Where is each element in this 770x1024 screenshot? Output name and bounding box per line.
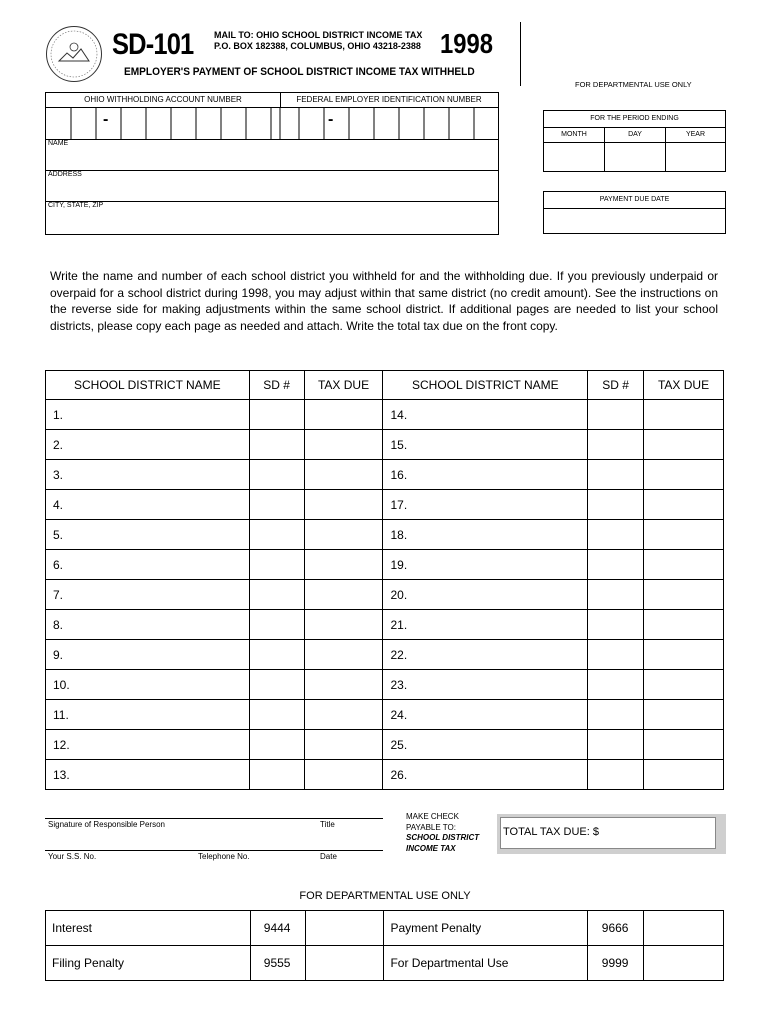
dept-row — [46, 911, 724, 946]
row-number: 5. — [53, 527, 64, 542]
sd-number-cell[interactable] — [249, 730, 304, 760]
form-number: SD-101 — [112, 28, 194, 61]
tax-due-cell[interactable] — [304, 430, 383, 460]
row-number: 26. — [390, 767, 408, 782]
sd-number-cell[interactable] — [588, 460, 644, 490]
row-number: 11. — [53, 707, 69, 722]
table-row — [46, 760, 724, 790]
table-row — [46, 400, 724, 430]
ohio-seal-icon — [46, 26, 102, 82]
tax-due-cell[interactable] — [644, 670, 724, 700]
row-number: 19. — [390, 557, 408, 572]
payment-penalty-label: Payment Penalty — [384, 911, 588, 946]
district-name-cell[interactable] — [383, 400, 588, 430]
sd-number-cell[interactable] — [588, 730, 644, 760]
sd-number-cell[interactable] — [588, 670, 644, 700]
district-name-cell[interactable] — [46, 460, 250, 490]
tax-due-cell[interactable] — [644, 460, 724, 490]
make-check-line2: PAYABLE TO: — [406, 822, 456, 832]
district-name-cell[interactable] — [383, 760, 588, 790]
for-dept-use-label: For Departmental Use — [384, 946, 588, 981]
sd-number-cell[interactable] — [249, 430, 304, 460]
row-number: 12. — [53, 737, 70, 752]
interest-code: 9444 — [250, 911, 305, 946]
tax-due-cell[interactable] — [644, 400, 724, 430]
sd-number-cell[interactable] — [588, 520, 644, 550]
table-row — [46, 580, 724, 610]
row-number: 22. — [390, 647, 408, 662]
mail-address — [214, 30, 422, 52]
tax-due-cell[interactable] — [644, 700, 724, 730]
tax-due-cell[interactable] — [304, 730, 383, 760]
for-dept-use-code: 9999 — [588, 946, 644, 981]
tax-due-cell[interactable] — [644, 730, 724, 760]
sd-number-cell[interactable] — [249, 580, 304, 610]
tax-due-cell[interactable] — [644, 640, 724, 670]
tax-due-cell[interactable] — [304, 490, 383, 520]
row-number: 1. — [53, 407, 64, 422]
sd-number-cell[interactable] — [588, 610, 644, 640]
tax-due-cell[interactable] — [304, 700, 383, 730]
district-name-cell[interactable] — [383, 430, 588, 460]
interest-amount[interactable] — [305, 911, 384, 946]
date-label: Date — [320, 852, 337, 861]
col-tax-due: TAX DUE — [304, 371, 383, 400]
ss-line — [45, 850, 383, 851]
tax-due-cell[interactable] — [304, 550, 383, 580]
col-district-name: SCHOOL DISTRICT NAME — [383, 371, 588, 400]
table-row — [46, 700, 724, 730]
sd-number-cell[interactable] — [249, 460, 304, 490]
table-row — [46, 430, 724, 460]
city-label: CITY, STATE, ZIP — [48, 202, 104, 209]
sd-number-cell[interactable] — [588, 760, 644, 790]
district-name-cell[interactable] — [383, 460, 588, 490]
district-name-cell[interactable] — [46, 580, 250, 610]
district-name-cell[interactable] — [46, 760, 250, 790]
district-name-cell[interactable] — [383, 700, 588, 730]
year-input[interactable] — [666, 143, 725, 171]
for-dept-use-amount[interactable] — [644, 946, 724, 981]
sd-number-cell[interactable] — [588, 430, 644, 460]
col-sd-number: SD # — [588, 371, 644, 400]
account-dash: - — [103, 111, 109, 128]
row-number: 9. — [53, 647, 64, 662]
row-number: 16. — [390, 467, 408, 482]
sd-number-cell[interactable] — [249, 490, 304, 520]
dept-use-top: FOR DEPARTMENTAL USE ONLY — [575, 80, 692, 89]
total-tax-due-frame — [497, 814, 726, 854]
row-number: 18. — [390, 527, 408, 542]
signature-label: Signature of Responsible Person — [48, 820, 165, 829]
taxpayer-id-box — [45, 92, 499, 235]
payment-due-label: PAYMENT DUE DATE — [544, 192, 725, 209]
account-number-input[interactable] — [46, 107, 498, 140]
city-state-zip-field[interactable] — [46, 201, 498, 233]
row-number: 8. — [53, 617, 64, 632]
filing-penalty-amount[interactable] — [305, 946, 384, 981]
row-number: 25. — [390, 737, 408, 752]
table-row — [46, 640, 724, 670]
make-check-payable — [406, 812, 479, 854]
make-check-line1: MAKE CHECK — [406, 812, 459, 821]
district-name-cell[interactable] — [383, 490, 588, 520]
sd-number-cell[interactable] — [588, 490, 644, 520]
district-name-cell[interactable] — [383, 730, 588, 760]
phone-label: Telephone No. — [198, 852, 250, 861]
tax-due-cell[interactable] — [644, 550, 724, 580]
payment-due-input[interactable] — [544, 209, 725, 233]
table-row — [46, 550, 724, 580]
tax-due-cell[interactable] — [644, 490, 724, 520]
district-name-cell[interactable] — [46, 670, 250, 700]
sd-number-cell[interactable] — [588, 580, 644, 610]
district-name-cell[interactable] — [46, 610, 250, 640]
tax-due-cell[interactable] — [304, 460, 383, 490]
period-label: FOR THE PERIOD ENDING — [544, 111, 725, 128]
payment-penalty-code: 9666 — [588, 911, 644, 946]
fein-label: FEDERAL EMPLOYER IDENTIFICATION NUMBER — [280, 93, 498, 108]
tax-due-cell[interactable] — [304, 580, 383, 610]
row-number: 6. — [53, 557, 64, 572]
row-number: 7. — [53, 587, 64, 602]
name-label: NAME — [48, 140, 69, 147]
month-label: MONTH — [544, 128, 605, 143]
district-name-cell[interactable] — [383, 610, 588, 640]
district-name-cell[interactable] — [46, 700, 250, 730]
sd-number-cell[interactable] — [249, 760, 304, 790]
year-label: YEAR — [666, 128, 725, 143]
sd-number-cell[interactable] — [588, 550, 644, 580]
sd-number-cell[interactable] — [588, 700, 644, 730]
table-row — [46, 670, 724, 700]
sd-number-cell[interactable] — [588, 400, 644, 430]
sd-number-cell[interactable] — [249, 640, 304, 670]
payee-line1: SCHOOL DISTRICT — [406, 833, 480, 842]
tax-due-cell[interactable] — [304, 760, 383, 790]
district-table-header — [46, 371, 724, 400]
row-number: 15. — [390, 437, 408, 452]
col-sd-number: SD # — [249, 371, 304, 400]
day-input[interactable] — [605, 143, 666, 171]
row-number: 17. — [390, 497, 408, 512]
row-number: 2. — [53, 437, 64, 452]
district-name-cell[interactable] — [46, 730, 250, 760]
filing-penalty-label: Filing Penalty — [46, 946, 251, 981]
tax-due-cell[interactable] — [304, 520, 383, 550]
row-number: 23. — [390, 677, 408, 692]
district-name-cell[interactable] — [383, 640, 588, 670]
dept-use-table — [45, 910, 724, 981]
payee-line2: INCOME TAX — [406, 843, 456, 853]
tax-due-cell[interactable] — [644, 580, 724, 610]
period-ending-box — [543, 110, 726, 172]
tax-year: 1998 — [440, 28, 493, 59]
sd-number-cell[interactable] — [249, 550, 304, 580]
district-name-cell[interactable] — [383, 550, 588, 580]
district-name-cell[interactable] — [46, 550, 250, 580]
ohio-account-label: OHIO WITHHOLDING ACCOUNT NUMBER — [46, 93, 281, 108]
district-name-cell[interactable] — [46, 640, 250, 670]
mail-line-1: MAIL TO: OHIO SCHOOL DISTRICT INCOME TAX — [214, 30, 423, 40]
sd-number-cell[interactable] — [249, 520, 304, 550]
payment-penalty-amount[interactable] — [644, 911, 724, 946]
tax-due-cell[interactable] — [304, 400, 383, 430]
month-input[interactable] — [544, 143, 605, 171]
district-name-cell[interactable] — [46, 520, 250, 550]
district-name-cell[interactable] — [46, 430, 250, 460]
table-row — [46, 730, 724, 760]
dept-use-title: FOR DEPARTMENTAL USE ONLY — [299, 890, 471, 902]
title-label: Title — [320, 820, 335, 829]
row-number: 20. — [390, 587, 408, 602]
tax-due-cell[interactable] — [304, 640, 383, 670]
col-district-name: SCHOOL DISTRICT NAME — [46, 371, 250, 400]
mail-line-2: P.O. BOX 182388, COLUMBUS, OHIO 43218-2388 — [214, 41, 421, 51]
instructions: Write the name and number of each school district you withheld for and the withholding due. If you previously underpaid or overpaid for a school district during 1998, you may adjust within that same district (no credit amount). See the instructions on the reverse side for making adjustments within the same school district. If additional pages are needed to list your school districts, please copy each page as needed and attach. Write the total tax due on the front copy. — [50, 269, 718, 333]
district-name-cell[interactable] — [46, 400, 250, 430]
table-row — [46, 490, 724, 520]
tax-due-cell[interactable] — [644, 430, 724, 460]
name-field[interactable] — [46, 139, 498, 171]
table-row — [46, 460, 724, 490]
divider — [520, 22, 521, 86]
total-tax-due-label: TOTAL TAX DUE: $ — [503, 826, 599, 838]
table-row — [46, 610, 724, 640]
district-name-cell[interactable] — [383, 520, 588, 550]
ss-label: Your S.S. No. — [48, 852, 97, 861]
tax-due-cell[interactable] — [304, 610, 383, 640]
address-label: ADDRESS — [48, 171, 82, 178]
dept-row — [46, 946, 724, 981]
tax-due-cell[interactable] — [644, 760, 724, 790]
sd-number-cell[interactable] — [588, 640, 644, 670]
sd-number-cell[interactable] — [249, 670, 304, 700]
row-number: 14. — [390, 407, 408, 422]
tax-due-cell[interactable] — [644, 610, 724, 640]
row-number: 4. — [53, 497, 64, 512]
sd-number-cell[interactable] — [249, 610, 304, 640]
interest-label: Interest — [46, 911, 251, 946]
filing-penalty-code: 9555 — [250, 946, 305, 981]
total-tax-due-field[interactable] — [500, 817, 716, 849]
form-title: EMPLOYER'S PAYMENT OF SCHOOL DISTRICT INCOME TAX WITHHELD — [124, 66, 475, 78]
tax-due-cell[interactable] — [304, 670, 383, 700]
district-table — [45, 370, 724, 790]
sd-number-cell[interactable] — [249, 700, 304, 730]
fein-dash: - — [328, 111, 334, 128]
district-name-cell[interactable] — [383, 670, 588, 700]
row-number: 21. — [390, 617, 408, 632]
row-number: 13. — [53, 767, 70, 782]
day-label: DAY — [605, 128, 666, 143]
row-number: 3. — [53, 467, 64, 482]
district-name-cell[interactable] — [46, 490, 250, 520]
tax-due-cell[interactable] — [644, 520, 724, 550]
row-number: 10. — [53, 677, 70, 692]
col-tax-due: TAX DUE — [644, 371, 724, 400]
table-row — [46, 520, 724, 550]
sd-number-cell[interactable] — [249, 400, 304, 430]
row-number: 24. — [390, 707, 408, 722]
payment-due-date-box — [543, 191, 726, 234]
district-name-cell[interactable] — [383, 580, 588, 610]
address-field[interactable] — [46, 170, 498, 202]
